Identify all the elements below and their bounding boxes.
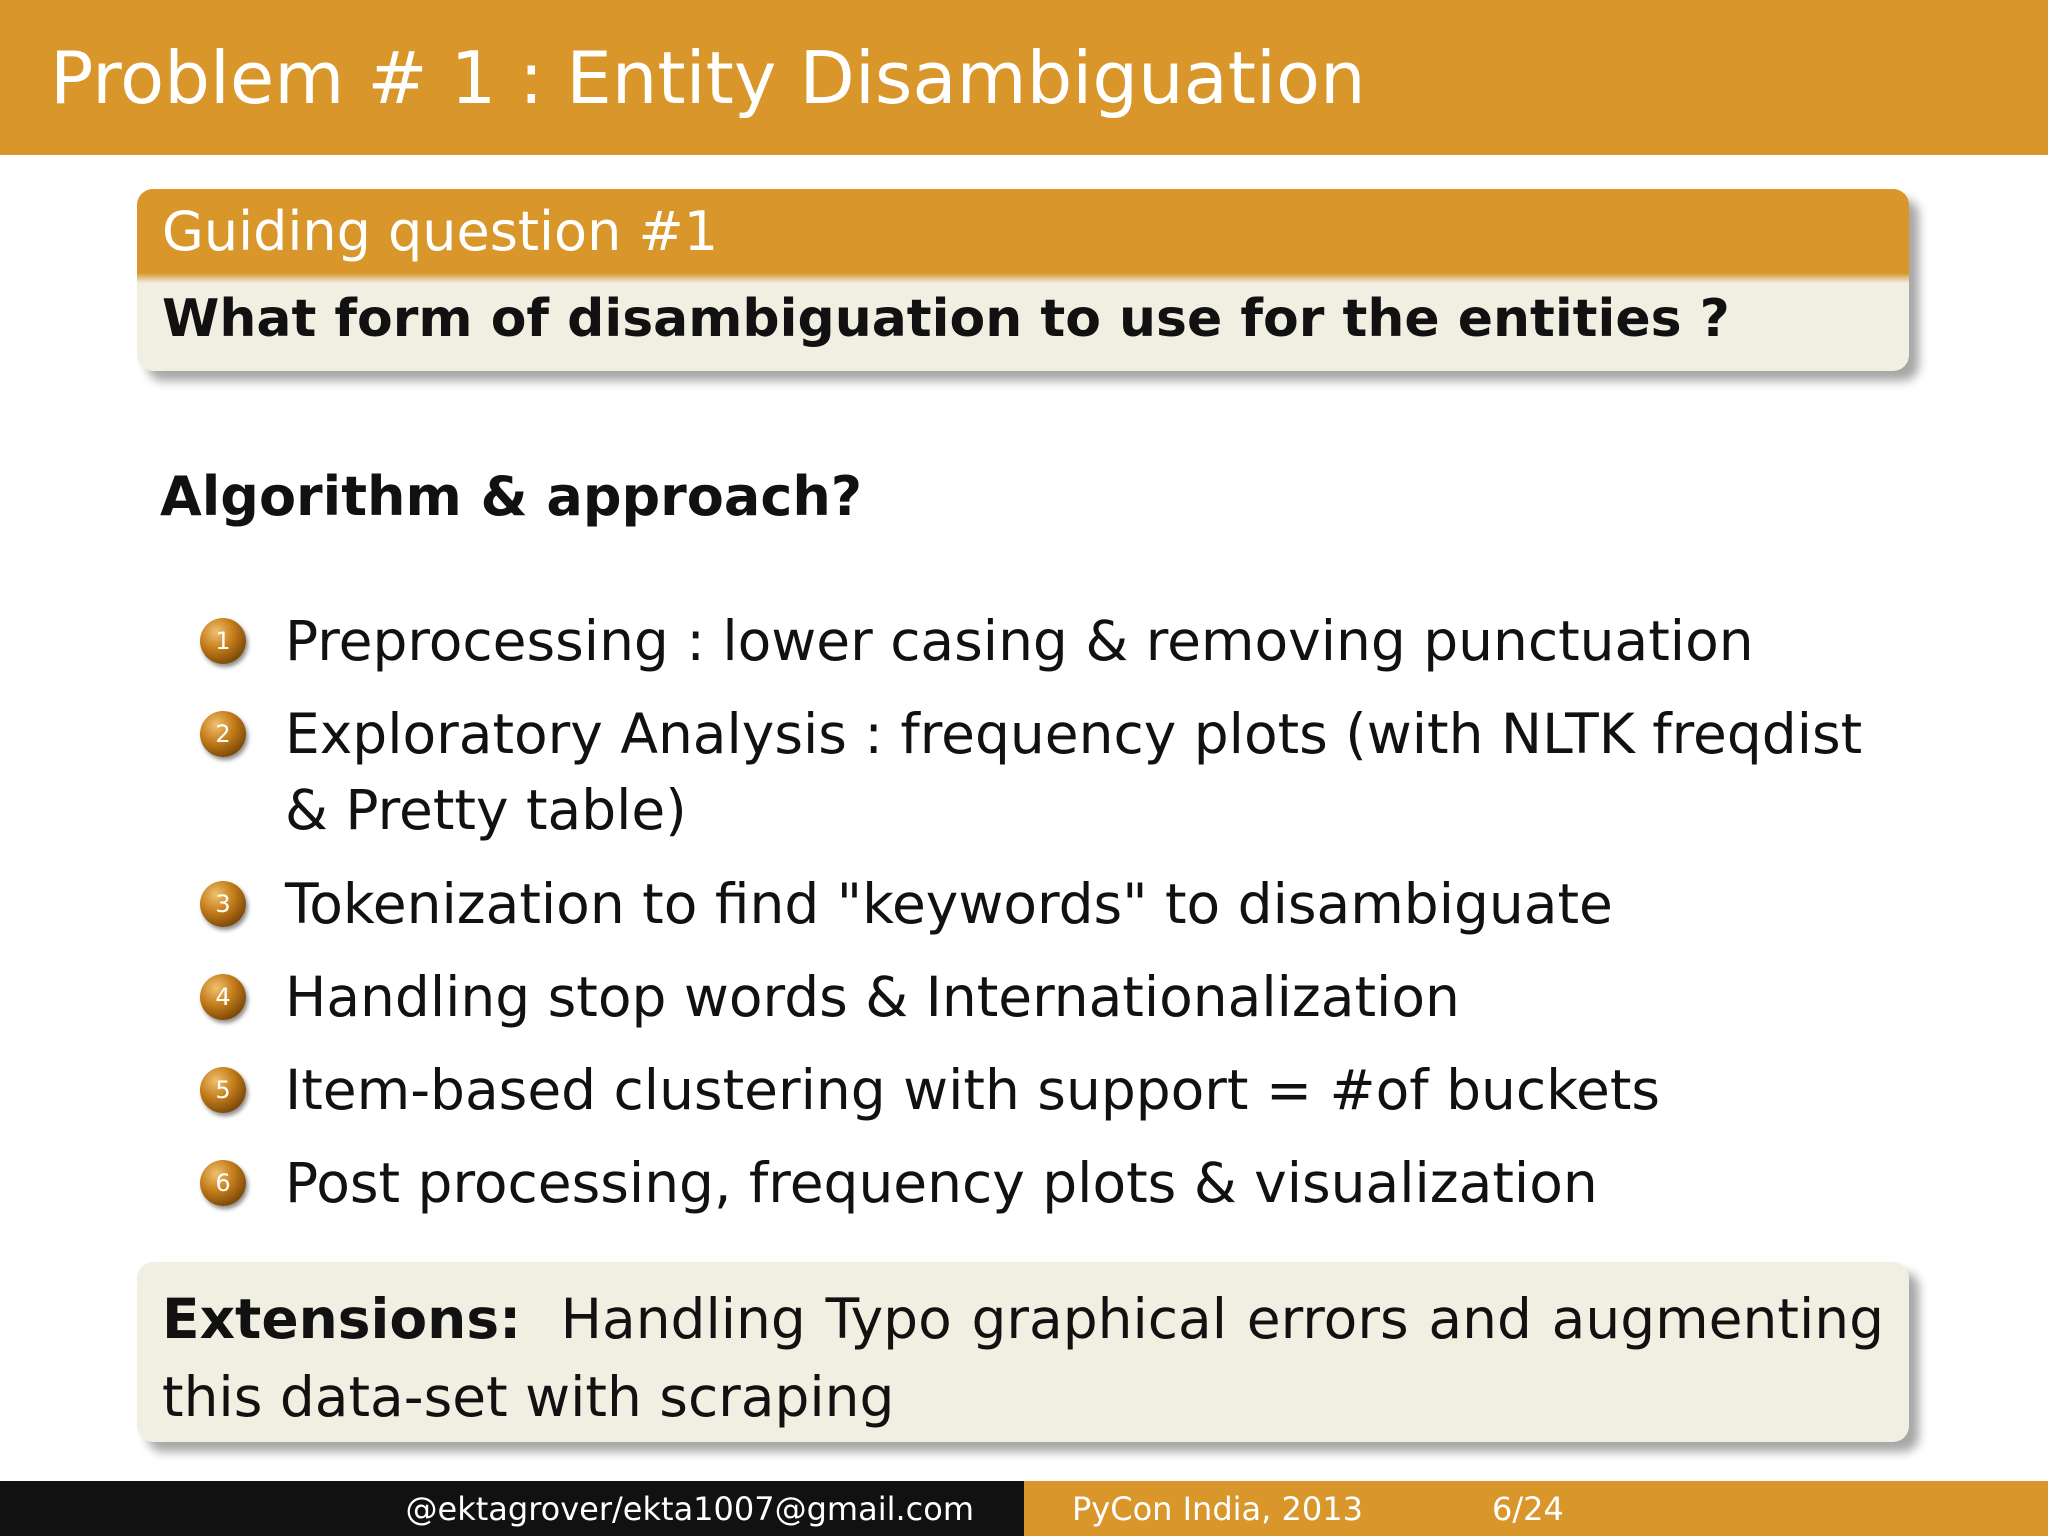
footer-event: PyCon India, 2013 [1072,1490,1363,1528]
guiding-question-header [137,189,1909,273]
item-number-ball: 6 [200,1160,246,1206]
footer-author: @ektagrover/ekta1007@gmail.com [405,1490,974,1528]
guiding-question-text: What form of disambiguation to use for the entities ? [162,289,1730,349]
footer-page-number: 6/24 [1492,1490,1564,1528]
list-item-text: Item-based clustering with support = #of buckets [285,1058,1661,1122]
list-item-text: Handling stop words & Internationalization [285,965,1460,1029]
section-heading: Algorithm & approach? [160,465,863,528]
item-number-ball: 4 [200,974,246,1020]
list-item-text: Preprocessing : lower casing & removing punctuation [285,609,1754,673]
item-number-ball: 1 [200,618,246,664]
extensions-text-container [162,1280,1884,1436]
footer-event-bar [1024,1481,2048,1536]
item-number-ball: 5 [200,1067,246,1113]
footer-author-bar [0,1481,1024,1536]
guiding-question-title: Guiding question #1 [162,200,719,263]
list-item-text: Post processing, frequency plots & visualization [285,1151,1598,1215]
extensions-label: Extensions: [162,1287,522,1351]
item-number-ball: 2 [200,711,246,757]
item-number-ball: 3 [200,881,246,927]
list-item-text: Tokenization to find "keywords" to disambiguate [285,872,1613,936]
list-item-text: Exploratory Analysis : frequency plots (with NLTK freqdist & Pretty table) [285,702,1863,842]
frame-title-bar [0,0,2048,155]
extensions-text: Handling Typo graphical errors and augmenting this data-set with scraping [162,1287,1884,1429]
slide-title: Problem # 1 : Entity Disambiguation [50,36,1366,120]
guiding-question-block [137,189,1909,371]
extensions-block [137,1262,1909,1442]
